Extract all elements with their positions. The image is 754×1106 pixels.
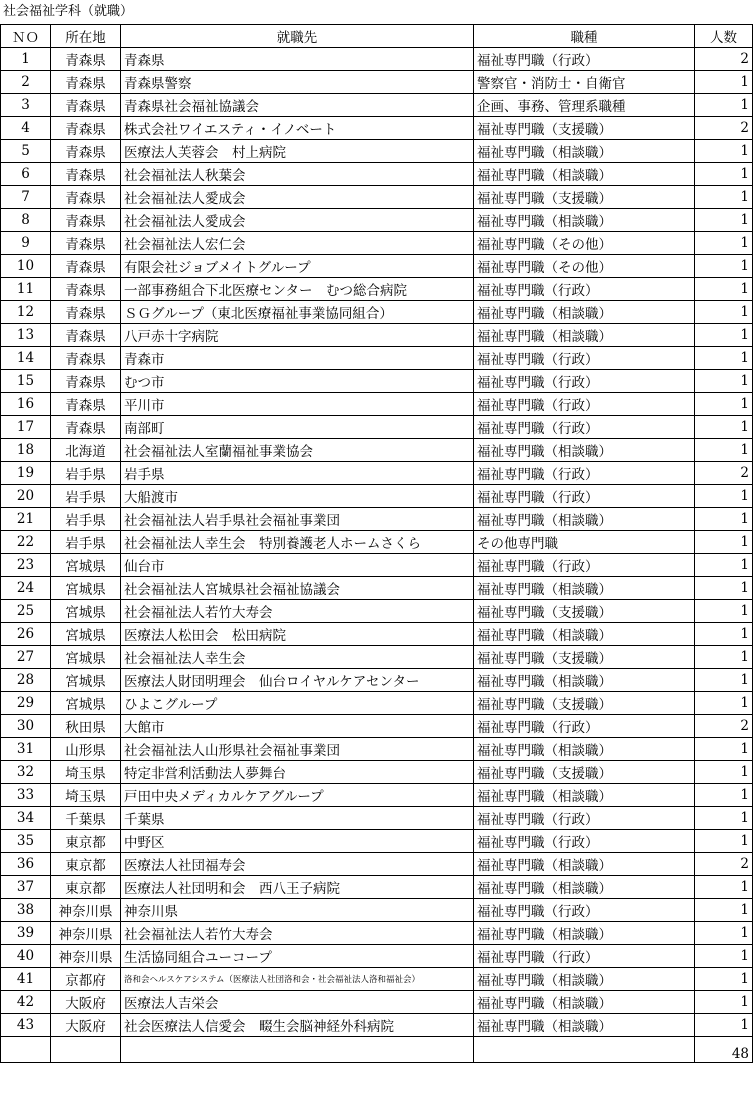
table-row bbox=[1, 439, 753, 462]
header-row bbox=[1, 25, 753, 48]
cell-job: 福祉専門職（行政） bbox=[474, 48, 695, 71]
cell-no: 11 bbox=[1, 278, 51, 301]
cell-count: 1 bbox=[695, 600, 753, 623]
cell-location: 神奈川県 bbox=[51, 922, 121, 945]
cell-location: 岩手県 bbox=[51, 531, 121, 554]
total-blank bbox=[1, 1037, 51, 1063]
cell-location: 北海道 bbox=[51, 439, 121, 462]
table-row bbox=[1, 784, 753, 807]
table-row bbox=[1, 761, 753, 784]
cell-count: 1 bbox=[695, 324, 753, 347]
cell-location: 青森県 bbox=[51, 278, 121, 301]
header-employer: 就職先 bbox=[121, 25, 474, 48]
cell-count: 2 bbox=[695, 48, 753, 71]
table-row bbox=[1, 1014, 753, 1037]
employment-table bbox=[0, 24, 753, 1063]
cell-job: 福祉専門職（行政） bbox=[474, 416, 695, 439]
cell-location: 青森県 bbox=[51, 255, 121, 278]
cell-no: 27 bbox=[1, 646, 51, 669]
table-row bbox=[1, 48, 753, 71]
cell-location: 青森県 bbox=[51, 209, 121, 232]
cell-no: 22 bbox=[1, 531, 51, 554]
cell-count: 2 bbox=[695, 462, 753, 485]
cell-job: 福祉専門職（行政） bbox=[474, 807, 695, 830]
cell-employer: 南部町 bbox=[121, 416, 474, 439]
cell-job: 福祉専門職（行政） bbox=[474, 554, 695, 577]
cell-employer: 社会福祉法人愛成会 bbox=[121, 209, 474, 232]
cell-no: 29 bbox=[1, 692, 51, 715]
cell-count: 1 bbox=[695, 646, 753, 669]
cell-job: 福祉専門職（相談職） bbox=[474, 209, 695, 232]
cell-no: 14 bbox=[1, 347, 51, 370]
header-no: ＮＯ bbox=[1, 25, 51, 48]
cell-location: 埼玉県 bbox=[51, 784, 121, 807]
cell-no: 33 bbox=[1, 784, 51, 807]
cell-location: 宮城県 bbox=[51, 692, 121, 715]
cell-no: 36 bbox=[1, 853, 51, 876]
cell-location: 秋田県 bbox=[51, 715, 121, 738]
cell-job: 福祉専門職（相談職） bbox=[474, 876, 695, 899]
cell-employer: 社会福祉法人若竹大寿会 bbox=[121, 922, 474, 945]
cell-count: 1 bbox=[695, 485, 753, 508]
table-row bbox=[1, 991, 753, 1014]
cell-employer: 社会福祉法人若竹大寿会 bbox=[121, 600, 474, 623]
cell-employer: 洛和会ヘルスケアシステム（医療法人社団洛和会・社会福祉法人洛和福祉会） bbox=[121, 968, 474, 991]
cell-employer: 中野区 bbox=[121, 830, 474, 853]
table-row bbox=[1, 692, 753, 715]
cell-count: 1 bbox=[695, 255, 753, 278]
cell-job: 福祉専門職（行政） bbox=[474, 830, 695, 853]
cell-employer: 社会福祉法人宮城県社会福祉協議会 bbox=[121, 577, 474, 600]
cell-employer: 株式会社ワイエスティ・イノベート bbox=[121, 117, 474, 140]
cell-location: 岩手県 bbox=[51, 485, 121, 508]
cell-no: 18 bbox=[1, 439, 51, 462]
cell-no: 5 bbox=[1, 140, 51, 163]
cell-job: 福祉専門職（相談職） bbox=[474, 508, 695, 531]
cell-no: 3 bbox=[1, 94, 51, 117]
cell-location: 千葉県 bbox=[51, 807, 121, 830]
cell-job: 福祉専門職（相談職） bbox=[474, 669, 695, 692]
cell-employer: 有限会社ジョブメイトグループ bbox=[121, 255, 474, 278]
cell-job: 福祉専門職（行政） bbox=[474, 278, 695, 301]
cell-location: 青森県 bbox=[51, 301, 121, 324]
cell-count: 1 bbox=[695, 577, 753, 600]
header-location: 所在地 bbox=[51, 25, 121, 48]
cell-count: 1 bbox=[695, 830, 753, 853]
cell-job: 福祉専門職（その他） bbox=[474, 255, 695, 278]
cell-employer: 平川市 bbox=[121, 393, 474, 416]
cell-location: 埼玉県 bbox=[51, 761, 121, 784]
cell-job: 福祉専門職（行政） bbox=[474, 715, 695, 738]
cell-no: 10 bbox=[1, 255, 51, 278]
cell-location: 山形県 bbox=[51, 738, 121, 761]
cell-no: 30 bbox=[1, 715, 51, 738]
cell-employer: 医療法人財団明理会 仙台ロイヤルケアセンター bbox=[121, 669, 474, 692]
cell-job: 福祉専門職（行政） bbox=[474, 485, 695, 508]
cell-employer: 特定非営利活動法人夢舞台 bbox=[121, 761, 474, 784]
cell-employer: 社会福祉法人宏仁会 bbox=[121, 232, 474, 255]
cell-location: 大阪府 bbox=[51, 991, 121, 1014]
total-blank bbox=[51, 1037, 121, 1063]
cell-employer: むつ市 bbox=[121, 370, 474, 393]
cell-employer: 青森県社会福祉協議会 bbox=[121, 94, 474, 117]
cell-employer: 社会福祉法人山形県社会福祉事業団 bbox=[121, 738, 474, 761]
cell-employer: 社会福祉法人秋葉会 bbox=[121, 163, 474, 186]
table-row bbox=[1, 324, 753, 347]
cell-count: 1 bbox=[695, 899, 753, 922]
cell-count: 1 bbox=[695, 669, 753, 692]
cell-count: 1 bbox=[695, 71, 753, 94]
cell-employer: 社会福祉法人岩手県社会福祉事業団 bbox=[121, 508, 474, 531]
cell-count: 1 bbox=[695, 347, 753, 370]
cell-count: 1 bbox=[695, 393, 753, 416]
cell-location: 青森県 bbox=[51, 393, 121, 416]
cell-count: 2 bbox=[695, 117, 753, 140]
total-blank bbox=[121, 1037, 474, 1063]
cell-no: 4 bbox=[1, 117, 51, 140]
cell-location: 岩手県 bbox=[51, 462, 121, 485]
cell-no: 7 bbox=[1, 186, 51, 209]
cell-employer: 医療法人芙蓉会 村上病院 bbox=[121, 140, 474, 163]
cell-job: 福祉専門職（相談職） bbox=[474, 577, 695, 600]
table-row bbox=[1, 922, 753, 945]
cell-no: 34 bbox=[1, 807, 51, 830]
cell-employer: 社会福祉法人室蘭福祉事業協会 bbox=[121, 439, 474, 462]
cell-no: 32 bbox=[1, 761, 51, 784]
cell-job: 福祉専門職（行政） bbox=[474, 370, 695, 393]
cell-count: 1 bbox=[695, 807, 753, 830]
table-row bbox=[1, 600, 753, 623]
cell-count: 1 bbox=[695, 301, 753, 324]
table-row bbox=[1, 623, 753, 646]
cell-employer: 青森県警察 bbox=[121, 71, 474, 94]
cell-no: 17 bbox=[1, 416, 51, 439]
cell-employer: 医療法人社団福寿会 bbox=[121, 853, 474, 876]
table-row bbox=[1, 531, 753, 554]
table-row bbox=[1, 255, 753, 278]
cell-count: 1 bbox=[695, 738, 753, 761]
sheet-title: 社会福祉学科（就職） bbox=[3, 4, 134, 19]
total-row bbox=[1, 1037, 753, 1063]
cell-employer: 医療法人吉栄会 bbox=[121, 991, 474, 1014]
header-job: 職種 bbox=[474, 25, 695, 48]
cell-employer: 青森県 bbox=[121, 48, 474, 71]
table-row bbox=[1, 117, 753, 140]
cell-job: 福祉専門職（行政） bbox=[474, 945, 695, 968]
cell-count: 1 bbox=[695, 94, 753, 117]
cell-job: 福祉専門職（行政） bbox=[474, 462, 695, 485]
cell-job: 警察官・消防士・自衛官 bbox=[474, 71, 695, 94]
cell-no: 6 bbox=[1, 163, 51, 186]
cell-count: 1 bbox=[695, 209, 753, 232]
cell-count: 1 bbox=[695, 692, 753, 715]
table-row bbox=[1, 945, 753, 968]
cell-job: 福祉専門職（行政） bbox=[474, 899, 695, 922]
header-count: 人数 bbox=[695, 25, 753, 48]
cell-count: 1 bbox=[695, 761, 753, 784]
cell-count: 2 bbox=[695, 715, 753, 738]
cell-job: 福祉専門職（相談職） bbox=[474, 623, 695, 646]
cell-no: 24 bbox=[1, 577, 51, 600]
table-row bbox=[1, 94, 753, 117]
cell-count: 2 bbox=[695, 853, 753, 876]
cell-location: 青森県 bbox=[51, 186, 121, 209]
cell-count: 1 bbox=[695, 922, 753, 945]
cell-location: 東京都 bbox=[51, 830, 121, 853]
cell-job: 企画、事務、管理系職種 bbox=[474, 94, 695, 117]
cell-location: 大阪府 bbox=[51, 1014, 121, 1037]
cell-employer: 岩手県 bbox=[121, 462, 474, 485]
table-row bbox=[1, 807, 753, 830]
table-row bbox=[1, 301, 753, 324]
cell-job: 福祉専門職（支援職） bbox=[474, 117, 695, 140]
table-row bbox=[1, 508, 753, 531]
cell-employer: 社会福祉法人幸生会 特別養護老人ホームさくら bbox=[121, 531, 474, 554]
table-row bbox=[1, 393, 753, 416]
cell-no: 9 bbox=[1, 232, 51, 255]
cell-count: 1 bbox=[695, 163, 753, 186]
cell-count: 1 bbox=[695, 876, 753, 899]
cell-no: 19 bbox=[1, 462, 51, 485]
cell-job: 福祉専門職（支援職） bbox=[474, 646, 695, 669]
table-row bbox=[1, 163, 753, 186]
cell-employer: ひよこグループ bbox=[121, 692, 474, 715]
table-row bbox=[1, 278, 753, 301]
cell-location: 神奈川県 bbox=[51, 945, 121, 968]
cell-employer: ＳＧグループ（東北医療福祉事業協同組合） bbox=[121, 301, 474, 324]
cell-no: 38 bbox=[1, 899, 51, 922]
cell-job: 福祉専門職（相談職） bbox=[474, 784, 695, 807]
cell-no: 1 bbox=[1, 48, 51, 71]
cell-employer: 生活協同組合ユーコープ bbox=[121, 945, 474, 968]
cell-location: 青森県 bbox=[51, 416, 121, 439]
cell-location: 京都府 bbox=[51, 968, 121, 991]
cell-count: 1 bbox=[695, 968, 753, 991]
cell-location: 青森県 bbox=[51, 117, 121, 140]
table-row bbox=[1, 738, 753, 761]
cell-no: 35 bbox=[1, 830, 51, 853]
cell-job: 福祉専門職（相談職） bbox=[474, 324, 695, 347]
cell-job: 福祉専門職（相談職） bbox=[474, 163, 695, 186]
cell-no: 43 bbox=[1, 1014, 51, 1037]
cell-job: 福祉専門職（相談職） bbox=[474, 140, 695, 163]
cell-location: 宮城県 bbox=[51, 646, 121, 669]
cell-no: 31 bbox=[1, 738, 51, 761]
total-count: 48 bbox=[695, 1037, 753, 1063]
cell-employer: 八戸赤十字病院 bbox=[121, 324, 474, 347]
cell-no: 25 bbox=[1, 600, 51, 623]
cell-location: 宮城県 bbox=[51, 600, 121, 623]
cell-job: 福祉専門職（支援職） bbox=[474, 186, 695, 209]
table-row bbox=[1, 416, 753, 439]
cell-no: 15 bbox=[1, 370, 51, 393]
cell-location: 青森県 bbox=[51, 140, 121, 163]
total-blank bbox=[474, 1037, 695, 1063]
cell-no: 21 bbox=[1, 508, 51, 531]
cell-employer: 千葉県 bbox=[121, 807, 474, 830]
table-row bbox=[1, 71, 753, 94]
cell-employer: 社会医療法人信愛会 畷生会脳神経外科病院 bbox=[121, 1014, 474, 1037]
cell-location: 宮城県 bbox=[51, 623, 121, 646]
cell-employer: 一部事務組合下北医療センター むつ総合病院 bbox=[121, 278, 474, 301]
cell-no: 28 bbox=[1, 669, 51, 692]
cell-location: 青森県 bbox=[51, 347, 121, 370]
cell-location: 宮城県 bbox=[51, 554, 121, 577]
cell-location: 青森県 bbox=[51, 324, 121, 347]
cell-employer: 社会福祉法人愛成会 bbox=[121, 186, 474, 209]
cell-no: 13 bbox=[1, 324, 51, 347]
cell-count: 1 bbox=[695, 508, 753, 531]
cell-count: 1 bbox=[695, 991, 753, 1014]
table-row bbox=[1, 577, 753, 600]
table-row bbox=[1, 876, 753, 899]
cell-count: 1 bbox=[695, 232, 753, 255]
cell-employer: 青森市 bbox=[121, 347, 474, 370]
cell-job: 福祉専門職（相談職） bbox=[474, 738, 695, 761]
cell-job: 福祉専門職（相談職） bbox=[474, 991, 695, 1014]
cell-employer: 社会福祉法人幸生会 bbox=[121, 646, 474, 669]
cell-count: 1 bbox=[695, 1014, 753, 1037]
cell-job: 福祉専門職（その他） bbox=[474, 232, 695, 255]
table-row bbox=[1, 209, 753, 232]
cell-count: 1 bbox=[695, 278, 753, 301]
cell-employer: 医療法人社団明和会 西八王子病院 bbox=[121, 876, 474, 899]
cell-job: 福祉専門職（相談職） bbox=[474, 968, 695, 991]
table-row bbox=[1, 347, 753, 370]
cell-count: 1 bbox=[695, 623, 753, 646]
cell-job: 福祉専門職（相談職） bbox=[474, 922, 695, 945]
cell-job: 福祉専門職（行政） bbox=[474, 393, 695, 416]
cell-count: 1 bbox=[695, 439, 753, 462]
cell-job: 福祉専門職（相談職） bbox=[474, 439, 695, 462]
table-row bbox=[1, 830, 753, 853]
table-row bbox=[1, 554, 753, 577]
table-row bbox=[1, 186, 753, 209]
cell-count: 1 bbox=[695, 416, 753, 439]
cell-location: 宮城県 bbox=[51, 669, 121, 692]
cell-job: その他専門職 bbox=[474, 531, 695, 554]
table-row bbox=[1, 485, 753, 508]
cell-employer: 大館市 bbox=[121, 715, 474, 738]
cell-location: 青森県 bbox=[51, 232, 121, 255]
cell-count: 1 bbox=[695, 784, 753, 807]
cell-location: 宮城県 bbox=[51, 577, 121, 600]
table-row bbox=[1, 669, 753, 692]
cell-job: 福祉専門職（支援職） bbox=[474, 600, 695, 623]
table-row bbox=[1, 370, 753, 393]
cell-location: 東京都 bbox=[51, 876, 121, 899]
cell-job: 福祉専門職（支援職） bbox=[474, 692, 695, 715]
cell-job: 福祉専門職（相談職） bbox=[474, 853, 695, 876]
cell-location: 青森県 bbox=[51, 370, 121, 393]
cell-count: 1 bbox=[695, 370, 753, 393]
cell-employer: 戸田中央メディカルケアグループ bbox=[121, 784, 474, 807]
cell-employer: 仙台市 bbox=[121, 554, 474, 577]
cell-no: 37 bbox=[1, 876, 51, 899]
cell-job: 福祉専門職（支援職） bbox=[474, 761, 695, 784]
cell-no: 40 bbox=[1, 945, 51, 968]
cell-location: 青森県 bbox=[51, 94, 121, 117]
cell-job: 福祉専門職（相談職） bbox=[474, 1014, 695, 1037]
cell-no: 2 bbox=[1, 71, 51, 94]
table-row bbox=[1, 968, 753, 991]
cell-no: 26 bbox=[1, 623, 51, 646]
cell-location: 神奈川県 bbox=[51, 899, 121, 922]
cell-no: 20 bbox=[1, 485, 51, 508]
table-row bbox=[1, 462, 753, 485]
cell-count: 1 bbox=[695, 531, 753, 554]
cell-count: 1 bbox=[695, 945, 753, 968]
cell-job: 福祉専門職（行政） bbox=[474, 347, 695, 370]
table-row bbox=[1, 853, 753, 876]
cell-count: 1 bbox=[695, 140, 753, 163]
table-row bbox=[1, 232, 753, 255]
cell-location: 青森県 bbox=[51, 48, 121, 71]
cell-location: 東京都 bbox=[51, 853, 121, 876]
table-row bbox=[1, 140, 753, 163]
cell-no: 23 bbox=[1, 554, 51, 577]
cell-location: 青森県 bbox=[51, 71, 121, 94]
cell-count: 1 bbox=[695, 554, 753, 577]
cell-employer: 大船渡市 bbox=[121, 485, 474, 508]
cell-no: 41 bbox=[1, 968, 51, 991]
table-row bbox=[1, 715, 753, 738]
cell-no: 16 bbox=[1, 393, 51, 416]
cell-location: 岩手県 bbox=[51, 508, 121, 531]
cell-location: 青森県 bbox=[51, 163, 121, 186]
cell-no: 12 bbox=[1, 301, 51, 324]
cell-employer: 医療法人松田会 松田病院 bbox=[121, 623, 474, 646]
cell-employer: 神奈川県 bbox=[121, 899, 474, 922]
cell-no: 39 bbox=[1, 922, 51, 945]
cell-job: 福祉専門職（相談職） bbox=[474, 301, 695, 324]
cell-no: 42 bbox=[1, 991, 51, 1014]
table-row bbox=[1, 899, 753, 922]
cell-no: 8 bbox=[1, 209, 51, 232]
cell-count: 1 bbox=[695, 186, 753, 209]
table-row bbox=[1, 646, 753, 669]
